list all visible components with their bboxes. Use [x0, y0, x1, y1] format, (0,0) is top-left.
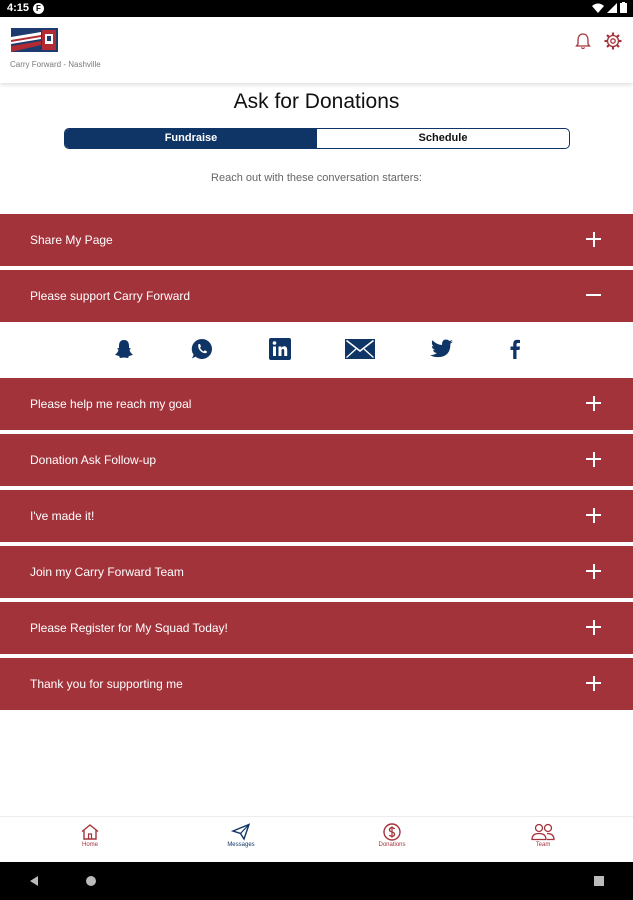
plus-icon[interactable] — [586, 232, 601, 247]
status-icons — [592, 2, 627, 13]
back-icon[interactable] — [28, 875, 40, 887]
plus-icon[interactable] — [586, 620, 601, 635]
bell-icon[interactable] — [573, 31, 593, 51]
accordion-item-share-my-page[interactable] — [0, 214, 633, 266]
accordion-item-donation-follow-up[interactable] — [0, 434, 633, 486]
accordion-item-label: Share My Page — [30, 233, 113, 247]
accordion-item-label: Join my Carry Forward Team — [30, 565, 184, 579]
plus-icon[interactable] — [586, 396, 601, 411]
tab-fundraise[interactable]: Fundraise — [65, 129, 317, 148]
plus-icon[interactable] — [586, 508, 601, 523]
plus-icon[interactable] — [586, 564, 601, 579]
notification-icon: F — [33, 3, 44, 14]
nav-team-label: Team — [535, 842, 551, 848]
accordion-item-label: Donation Ask Follow-up — [30, 453, 157, 467]
home-icon — [80, 823, 100, 841]
org-name: Carry Forward - Nashville — [10, 60, 101, 69]
accordion-item-label: I've made it! — [30, 509, 95, 523]
status-time: 4:15 — [7, 2, 30, 14]
snapchat-icon[interactable] — [112, 337, 136, 361]
minus-icon[interactable] — [586, 288, 601, 303]
accordion-item-register-squad[interactable] — [0, 602, 633, 654]
accordion-item-help-reach-goal[interactable] — [0, 378, 633, 430]
bottom-nav — [0, 816, 633, 862]
accordion-item-label: Please help me reach my goal — [30, 397, 192, 411]
org-logo — [11, 28, 58, 52]
team-icon — [530, 823, 556, 841]
nav-messages[interactable] — [201, 823, 281, 848]
accordion-item-label: Please support Carry Forward — [30, 289, 191, 303]
plus-icon[interactable] — [586, 676, 601, 691]
linkedin-icon[interactable] — [268, 337, 292, 361]
signal-icon — [607, 3, 617, 13]
nav-home[interactable] — [50, 823, 130, 848]
accordion-item-ive-made-it[interactable] — [0, 490, 633, 542]
gear-icon[interactable] — [603, 31, 623, 51]
accordion-item-label: Please Register for My Squad Today! — [30, 621, 228, 635]
accordion-item-please-support[interactable] — [0, 270, 633, 322]
page-title: Ask for Donations — [233, 90, 400, 113]
page-subtitle: Reach out with these conversation starters: — [211, 172, 422, 184]
accordion-item-label: Thank you for supporting me — [30, 677, 183, 691]
status-bar — [0, 0, 633, 17]
recents-icon[interactable] — [593, 875, 605, 887]
nav-home-label: Home — [81, 842, 98, 848]
battery-icon — [620, 2, 627, 13]
whatsapp-icon[interactable] — [190, 337, 214, 361]
plus-icon[interactable] — [586, 452, 601, 467]
nav-team[interactable] — [503, 823, 583, 848]
app-header — [0, 17, 633, 83]
dollar-icon — [382, 823, 402, 841]
tab-schedule[interactable]: Schedule — [418, 132, 468, 144]
home-button-icon[interactable] — [85, 875, 97, 887]
tab-bar — [64, 128, 570, 149]
system-nav-bar — [0, 862, 633, 900]
nav-messages-label: Messages — [227, 842, 255, 848]
twitter-icon[interactable] — [430, 337, 454, 361]
nav-donations-label: Donations — [378, 842, 406, 848]
send-icon — [231, 823, 251, 841]
share-panel — [0, 323, 633, 376]
email-icon[interactable] — [344, 337, 376, 361]
facebook-icon[interactable] — [503, 337, 527, 361]
accordion-item-join-team[interactable] — [0, 546, 633, 598]
wifi-icon — [592, 3, 604, 13]
accordion-item-thank-you[interactable] — [0, 658, 633, 710]
nav-donations[interactable] — [352, 823, 432, 848]
